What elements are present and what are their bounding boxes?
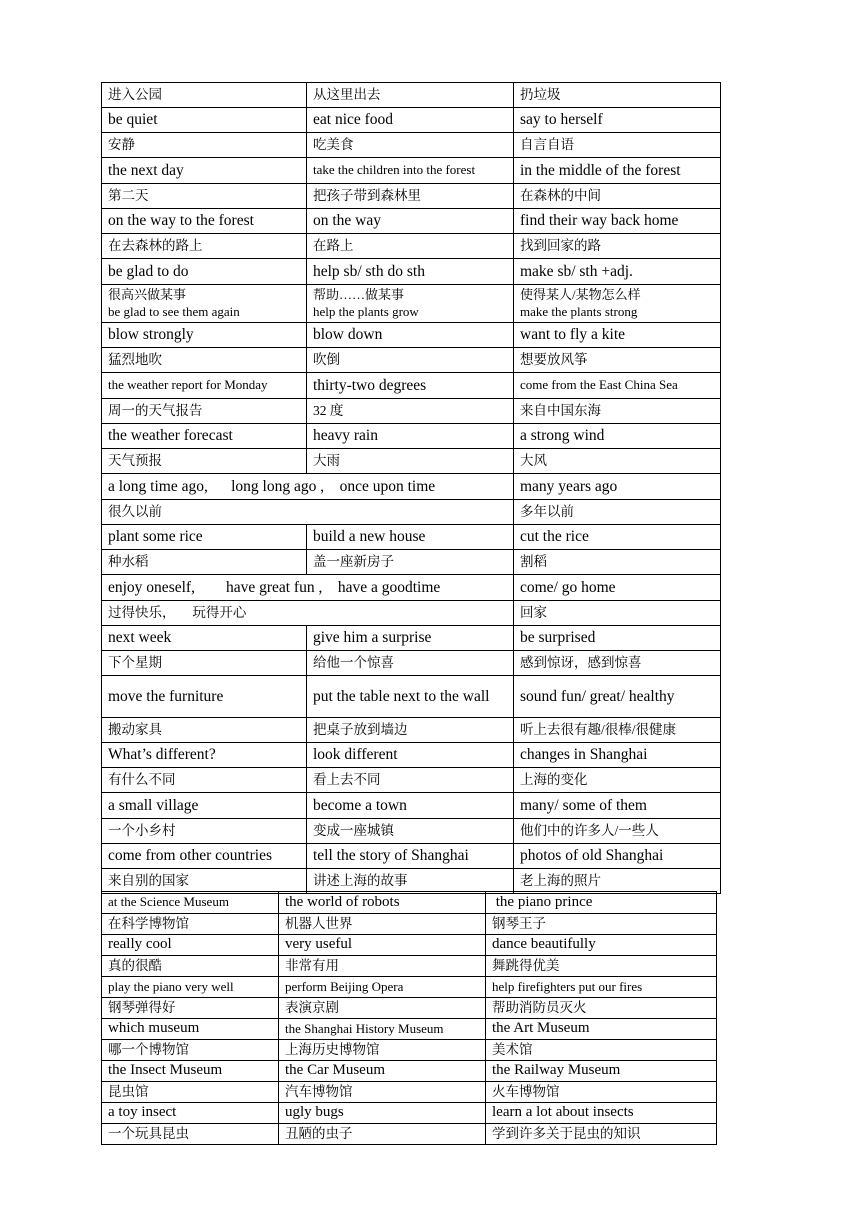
table-cell: 昆虫馆 xyxy=(102,1082,279,1103)
table-cell: 在去森林的路上 xyxy=(102,234,307,259)
table-cell: 机器人世界 xyxy=(279,914,486,935)
table-cell: 从这里出去 xyxy=(307,83,514,108)
table-cell: 多年以前 xyxy=(514,500,721,525)
table-cell: a toy insect xyxy=(102,1103,279,1124)
table-row xyxy=(102,474,721,500)
table-row xyxy=(102,108,721,133)
table-row xyxy=(102,819,721,844)
table-cell: plant some rice xyxy=(102,525,307,550)
table-cell: 下个星期 xyxy=(102,651,307,676)
table-cell: 感到惊讶，感到惊喜 xyxy=(514,651,721,676)
table-cell: find their way back home xyxy=(514,209,721,234)
cell-line: 使得某人/某物怎么样 xyxy=(520,286,641,302)
table-row xyxy=(102,793,721,819)
table-cell: a strong wind xyxy=(514,424,721,449)
cell-line: help the plants grow xyxy=(313,303,419,319)
table-row xyxy=(102,601,721,626)
table-cell: 非常有用 xyxy=(279,956,486,977)
table-cell: 他们中的许多人/一些人 xyxy=(514,819,721,844)
table-cell: 火车博物馆 xyxy=(486,1082,717,1103)
table-cell: 割稻 xyxy=(514,550,721,575)
table-cell: 吃美食 xyxy=(307,133,514,158)
table-cell: give him a surprise xyxy=(307,626,514,651)
table-cell: a small village xyxy=(102,793,307,819)
table-cell: dance beautifully xyxy=(486,935,717,956)
table-cell: many/ some of them xyxy=(514,793,721,819)
table-row xyxy=(102,935,717,956)
table-cell: 想要放风筝 xyxy=(514,348,721,373)
table-cell: 哪一个博物馆 xyxy=(102,1040,279,1061)
table-cell: at the Science Museum xyxy=(102,892,279,914)
table-cell: learn a lot about insects xyxy=(486,1103,717,1124)
table-cell: photos of old Shanghai xyxy=(514,844,721,869)
table-cell xyxy=(102,285,307,323)
table-row xyxy=(102,718,721,743)
table-row xyxy=(102,869,721,894)
table-cell: perform Beijing Opera xyxy=(279,977,486,998)
table-cell: 回家 xyxy=(514,601,721,626)
table-row xyxy=(102,743,721,768)
table-cell: 大雨 xyxy=(307,449,514,474)
table-cell: 很久以前 xyxy=(102,500,514,525)
table-cell: 天气预报 xyxy=(102,449,307,474)
table-cell: tell the story of Shanghai xyxy=(307,844,514,869)
table-cell: be surprised xyxy=(514,626,721,651)
table-cell: changes in Shanghai xyxy=(514,743,721,768)
table-cell: 扔垃圾 xyxy=(514,83,721,108)
table-cell: 吹倒 xyxy=(307,348,514,373)
table-cell: 有什么不同 xyxy=(102,768,307,793)
table-row xyxy=(102,158,721,184)
table-row xyxy=(102,956,717,977)
table-cell: 搬动家具 xyxy=(102,718,307,743)
table-cell: on the way to the forest xyxy=(102,209,307,234)
table-row xyxy=(102,209,721,234)
table-cell: 表演京剧 xyxy=(279,998,486,1019)
cell-line: make the plants strong xyxy=(520,303,638,319)
table-cell: What’s different? xyxy=(102,743,307,768)
table-row xyxy=(102,768,721,793)
table-cell: move the furniture xyxy=(102,676,307,718)
table-row xyxy=(102,348,721,373)
table-cell: ugly bugs xyxy=(279,1103,486,1124)
table-row xyxy=(102,1061,717,1082)
table-cell: 美术馆 xyxy=(486,1040,717,1061)
table-cell: 钢琴弹得好 xyxy=(102,998,279,1019)
table-cell: 讲述上海的故事 xyxy=(307,869,514,894)
table-cell: the piano prince xyxy=(486,892,717,914)
table-row xyxy=(102,1040,717,1061)
table-row xyxy=(102,83,721,108)
table-cell: say to herself xyxy=(514,108,721,133)
table-cell: the next day xyxy=(102,158,307,184)
table-cell: the weather forecast xyxy=(102,424,307,449)
table-cell: 汽车博物馆 xyxy=(279,1082,486,1103)
table-cell: the Art Museum xyxy=(486,1019,717,1040)
table-row xyxy=(102,651,721,676)
table-cell: 把孩子带到森林里 xyxy=(307,184,514,209)
table-row xyxy=(102,977,717,998)
table-cell xyxy=(514,285,721,323)
table-cell: 猛烈地吹 xyxy=(102,348,307,373)
table-row xyxy=(102,676,721,718)
table-row xyxy=(102,323,721,348)
table-cell: 学到许多关于昆虫的知识 xyxy=(486,1124,717,1145)
table-cell: build a new house xyxy=(307,525,514,550)
table-row xyxy=(102,892,717,914)
table-cell: 来自中国东海 xyxy=(514,399,721,424)
table-cell: 来自别的国家 xyxy=(102,869,307,894)
table-row xyxy=(102,1103,717,1124)
table-cell: 舞跳得优美 xyxy=(486,956,717,977)
vocabulary-table-1 xyxy=(101,82,721,894)
table-cell: 自言自语 xyxy=(514,133,721,158)
table-cell: 在森林的中间 xyxy=(514,184,721,209)
table-cell: heavy rain xyxy=(307,424,514,449)
table-cell: enjoy oneself, have great fun , have a goodtime xyxy=(102,575,514,601)
table-cell: 盖一座新房子 xyxy=(307,550,514,575)
table-row xyxy=(102,626,721,651)
table-cell: 把桌子放到墙边 xyxy=(307,718,514,743)
table-row xyxy=(102,998,717,1019)
table-row xyxy=(102,449,721,474)
table-cell: come from the East China Sea xyxy=(514,373,721,399)
table-cell xyxy=(307,285,514,323)
cell-line: 很高兴做某事 xyxy=(108,286,187,302)
table-cell: help sb/ sth do sth xyxy=(307,259,514,285)
table-cell: be quiet xyxy=(102,108,307,133)
table-cell: 老上海的照片 xyxy=(514,869,721,894)
table-cell: 在科学博物馆 xyxy=(102,914,279,935)
table-row xyxy=(102,133,721,158)
table-cell: 32 度 xyxy=(307,399,514,424)
table-cell: the Railway Museum xyxy=(486,1061,717,1082)
table-cell: 上海历史博物馆 xyxy=(279,1040,486,1061)
table-cell: 真的很酷 xyxy=(102,956,279,977)
table-cell: 上海的变化 xyxy=(514,768,721,793)
table-cell: 第二天 xyxy=(102,184,307,209)
table-row xyxy=(102,550,721,575)
table-cell: 种水稻 xyxy=(102,550,307,575)
table-row xyxy=(102,424,721,449)
table-cell: 丑陋的虫子 xyxy=(279,1124,486,1145)
table-cell: many years ago xyxy=(514,474,721,500)
table-cell: 周一的天气报告 xyxy=(102,399,307,424)
table-cell: 在路上 xyxy=(307,234,514,259)
table-cell: really cool xyxy=(102,935,279,956)
table-cell: cut the rice xyxy=(514,525,721,550)
cell-line: be glad to see them again xyxy=(108,303,240,319)
table-row xyxy=(102,234,721,259)
table-cell: be glad to do xyxy=(102,259,307,285)
cell-line: 帮助……做某事 xyxy=(313,286,405,302)
table-cell: come from other countries xyxy=(102,844,307,869)
table-cell: 听上去很有趣/很棒/很健康 xyxy=(514,718,721,743)
table-cell: 给他一个惊喜 xyxy=(307,651,514,676)
table-cell: in the middle of the forest xyxy=(514,158,721,184)
table-cell: become a town xyxy=(307,793,514,819)
table-row xyxy=(102,500,721,525)
table-cell: 过得快乐， 玩得开心 xyxy=(102,601,514,626)
table-row xyxy=(102,575,721,601)
table-row xyxy=(102,184,721,209)
table-row xyxy=(102,914,717,935)
table-cell: play the piano very well xyxy=(102,977,279,998)
table-cell: 安静 xyxy=(102,133,307,158)
table-cell: eat nice food xyxy=(307,108,514,133)
table-cell: 变成一座城镇 xyxy=(307,819,514,844)
table-cell: take the children into the forest xyxy=(307,158,514,184)
table-cell: 进入公园 xyxy=(102,83,307,108)
table-cell: blow down xyxy=(307,323,514,348)
table-cell: which museum xyxy=(102,1019,279,1040)
table-cell: look different xyxy=(307,743,514,768)
table-row xyxy=(102,844,721,869)
table-cell: the Insect Museum xyxy=(102,1061,279,1082)
table-cell: 大风 xyxy=(514,449,721,474)
table-cell: sound fun/ great/ healthy xyxy=(514,676,721,718)
table-cell: make sb/ sth +adj. xyxy=(514,259,721,285)
table-cell: come/ go home xyxy=(514,575,721,601)
table-cell: very useful xyxy=(279,935,486,956)
table-row xyxy=(102,285,721,323)
table-cell: the weather report for Monday xyxy=(102,373,307,399)
vocabulary-table-2 xyxy=(101,891,717,1145)
table-cell: want to fly a kite xyxy=(514,323,721,348)
table-cell: 帮助消防员灭火 xyxy=(486,998,717,1019)
table-row xyxy=(102,373,721,399)
table-row xyxy=(102,259,721,285)
table-cell: help firefighters put our fires xyxy=(486,977,717,998)
table-row xyxy=(102,1124,717,1145)
table-cell: 钢琴王子 xyxy=(486,914,717,935)
table-cell: put the table next to the wall xyxy=(307,676,514,718)
table-row xyxy=(102,1019,717,1040)
table-cell: a long time ago, long long ago , once upon time xyxy=(102,474,514,500)
table-row xyxy=(102,525,721,550)
table-cell: blow strongly xyxy=(102,323,307,348)
table-cell: 找到回家的路 xyxy=(514,234,721,259)
table-cell: thirty-two degrees xyxy=(307,373,514,399)
table-row xyxy=(102,399,721,424)
table-cell: the Car Museum xyxy=(279,1061,486,1082)
table-cell: next week xyxy=(102,626,307,651)
table-cell: 一个小乡村 xyxy=(102,819,307,844)
table-cell: on the way xyxy=(307,209,514,234)
table-row xyxy=(102,1082,717,1103)
table-cell: the world of robots xyxy=(279,892,486,914)
table-cell: 一个玩具昆虫 xyxy=(102,1124,279,1145)
table-cell: the Shanghai History Museum xyxy=(279,1019,486,1040)
table-cell: 看上去不同 xyxy=(307,768,514,793)
